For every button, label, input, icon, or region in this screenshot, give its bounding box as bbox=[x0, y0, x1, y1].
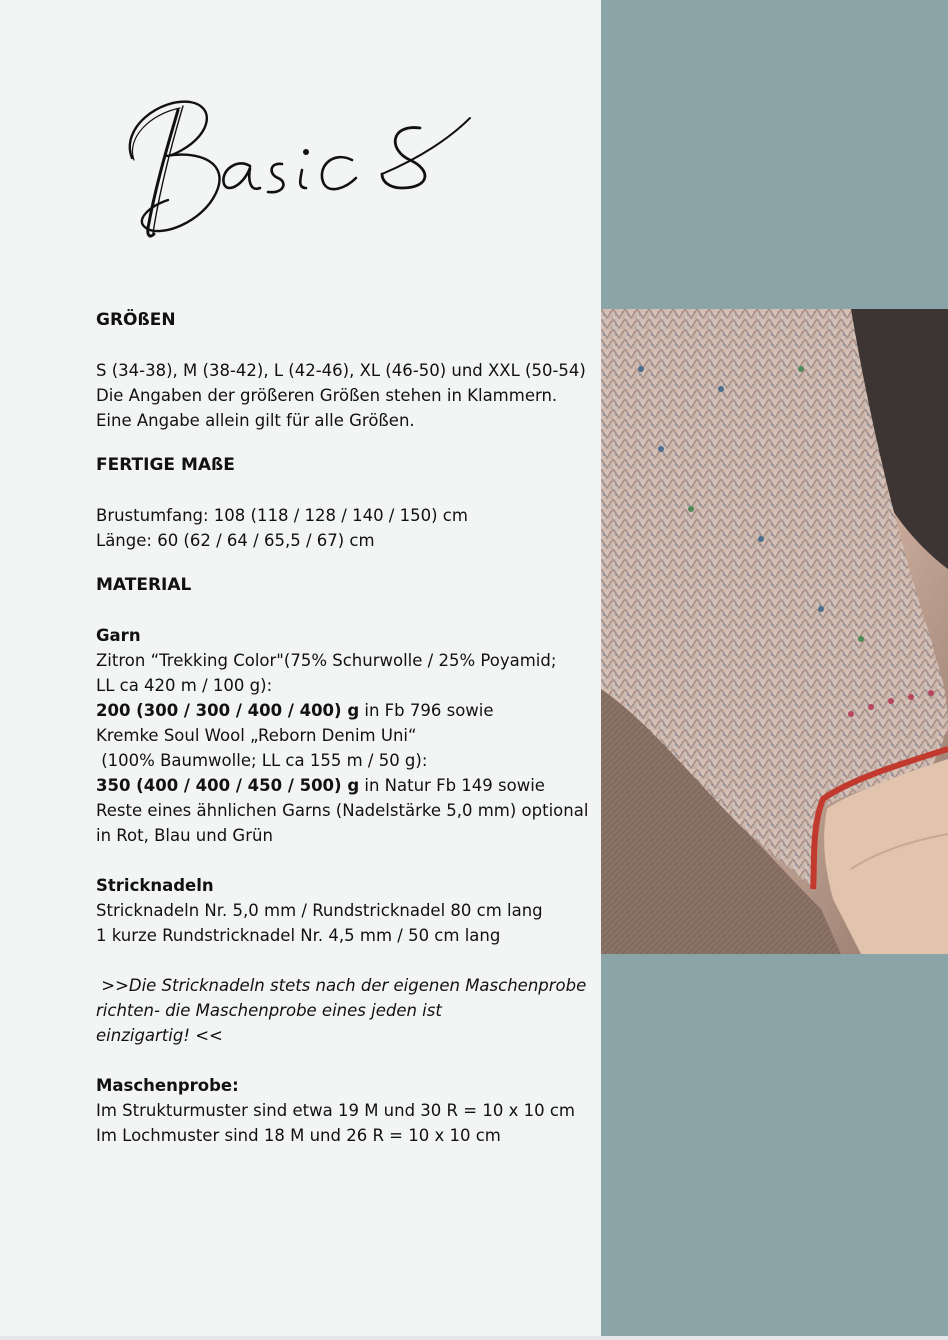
yarn1-amount-line bbox=[96, 698, 596, 723]
sizes-line: Die Angaben der größeren Größen stehen in Klammern. bbox=[96, 386, 558, 405]
needles-heading: Stricknadeln bbox=[96, 876, 214, 895]
gauge-heading: Maschenprobe: bbox=[96, 1076, 239, 1095]
measures-heading: FERTIGE MAßE bbox=[96, 455, 235, 475]
sizes-line: Eine Angabe allein gilt für alle Größen. bbox=[96, 411, 415, 430]
rest-line: in Rot, Blau und Grün bbox=[96, 826, 273, 845]
note-line: einzigartig! << bbox=[96, 1026, 223, 1045]
yarn1-line: LL ca 420 m / 100 g): bbox=[96, 676, 273, 695]
bottom-strip bbox=[0, 1336, 948, 1340]
needles-line: 1 kurze Rundstricknadel Nr. 4,5 mm / 50 cm lang bbox=[96, 926, 501, 945]
page-title bbox=[120, 88, 490, 248]
note-line: >>Die Stricknadeln stets nach der eigenen Maschenprobe bbox=[96, 976, 587, 995]
measures-line: Brustumfang: 108 (118 / 128 / 140 / 150) cm bbox=[96, 506, 468, 525]
yarn2-amount: 350 (400 / 400 / 450 / 500) g bbox=[96, 776, 360, 795]
yarn2-line: (100% Baumwolle; LL ca 155 m / 50 g): bbox=[96, 751, 428, 770]
sizes-line: S (34-38), M (38-42), L (42-46), XL (46-50) und XXL (50-54) bbox=[96, 361, 586, 380]
knit-sleeve-photo bbox=[601, 309, 948, 954]
gauge-line: Im Lochmuster sind 18 M und 26 R = 10 x 10 cm bbox=[96, 1126, 501, 1145]
basics-content bbox=[96, 308, 596, 1148]
sizes-heading: GRÖßEN bbox=[96, 310, 176, 330]
measures-line: Länge: 60 (62 / 64 / 65,5 / 67) cm bbox=[96, 531, 375, 550]
yarn1-line: Zitron “Trekking Color"(75% Schurwolle / 25% Poyamid; bbox=[96, 651, 557, 670]
yarn2-color: in Natur Fb 149 sowie bbox=[359, 776, 545, 795]
yarn1-color: in Fb 796 sowie bbox=[359, 701, 494, 720]
rest-line: Reste eines ähnlichen Garns (Nadelstärke 5,0 mm) optional bbox=[96, 801, 589, 820]
yarn2-line: Kremke Soul Wool „Reborn Denim Uni“ bbox=[96, 726, 417, 745]
note-line: richten- die Maschenprobe eines jeden ist bbox=[96, 1001, 442, 1020]
material-heading: MATERIAL bbox=[96, 575, 192, 595]
yarn1-amount: 200 (300 / 300 / 400 / 400) g bbox=[96, 701, 360, 720]
needles-line: Stricknadeln Nr. 5,0 mm / Rundstricknadel 80 cm lang bbox=[96, 901, 543, 920]
yarn-heading: Garn bbox=[96, 626, 141, 645]
yarn2-amount-line bbox=[96, 773, 596, 798]
gauge-line: Im Strukturmuster sind etwa 19 M und 30 R = 10 x 10 cm bbox=[96, 1101, 575, 1120]
